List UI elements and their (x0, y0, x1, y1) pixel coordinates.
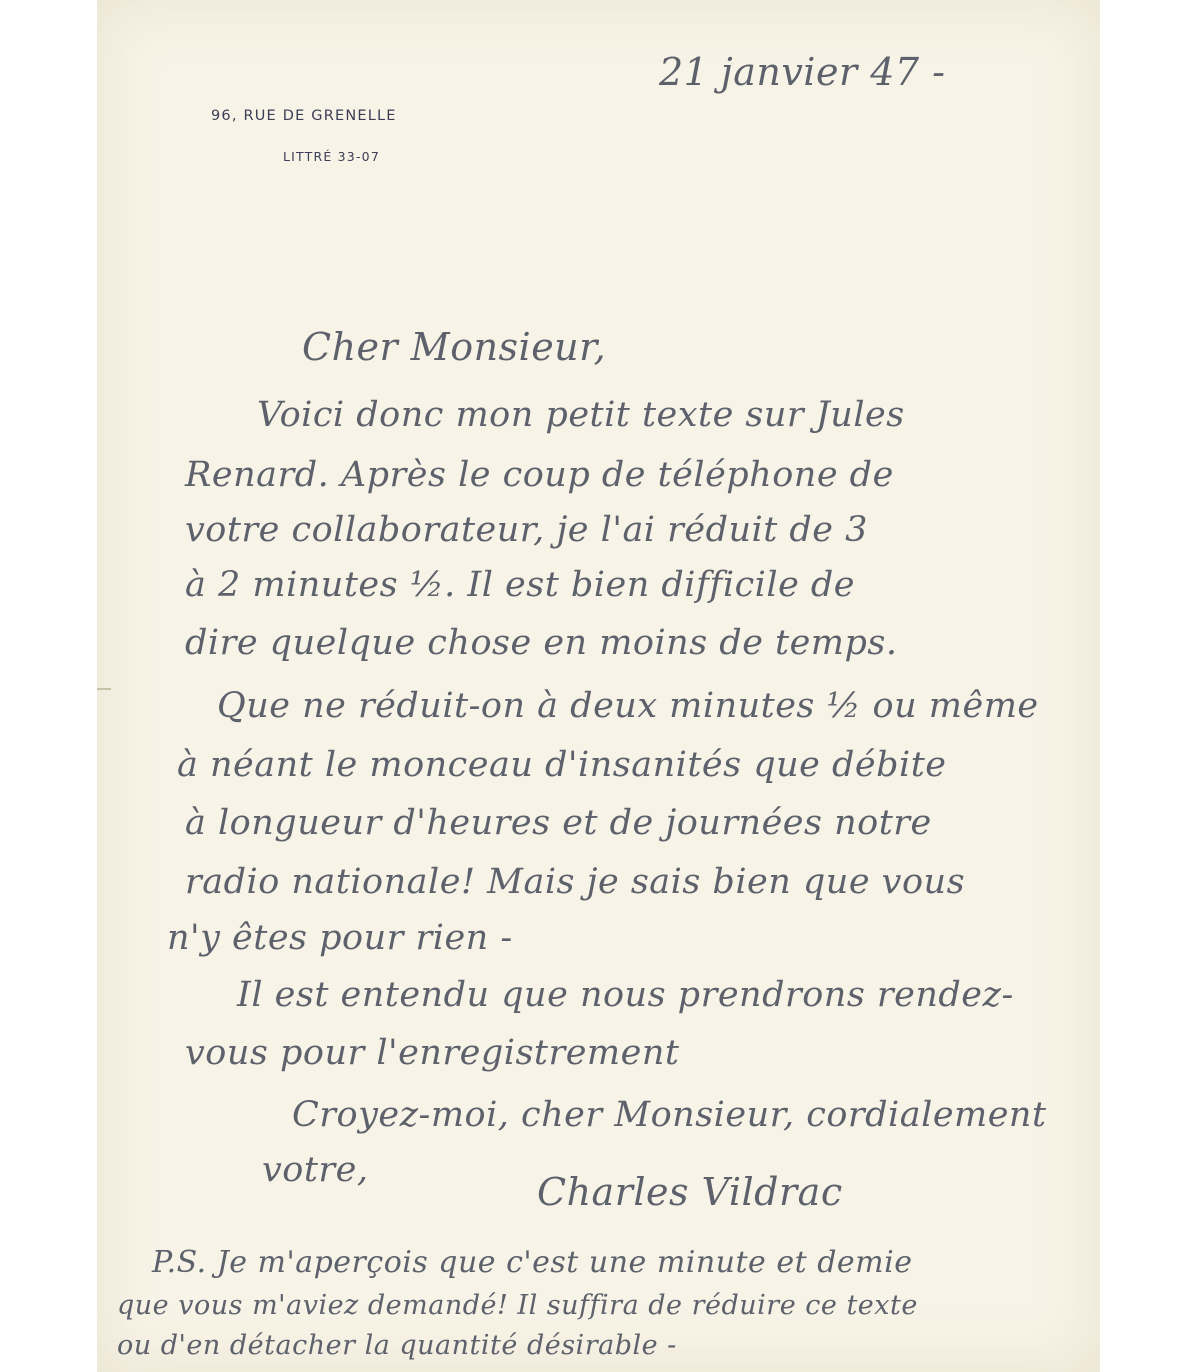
letterhead-phone: LITTRÉ 33-07 (283, 149, 380, 164)
salutation: Cher Monsieur, (302, 325, 607, 369)
closing-line: Croyez-moi, cher Monsieur, cordialement (292, 1095, 1047, 1135)
body-line: Il est entendu que nous prendrons rendez- (237, 975, 1014, 1015)
body-line: à 2 minutes ½. Il est bien difficile de (185, 565, 856, 605)
margin-fold-mark (97, 688, 111, 690)
body-line: à longueur d'heures et de journées notre (185, 803, 932, 843)
letter-date: 21 janvier 47 - (659, 50, 946, 94)
body-line: votre collaborateur, je l'ai réduit de 3 (185, 510, 868, 550)
body-line: Voici donc mon petit texte sur Jules (257, 395, 905, 435)
closing-line: votre, (262, 1150, 369, 1190)
body-line: radio nationale! Mais je sais bien que vous (185, 862, 966, 902)
postscript-line: P.S. Je m'aperçois que c'est une minute et demie (152, 1245, 913, 1280)
body-line: dire quelque chose en moins de temps. (185, 623, 898, 663)
body-line: vous pour l'enregistrement (185, 1033, 680, 1073)
body-line: à néant le monceau d'insanités que débite (177, 745, 947, 785)
signature: Charles Vildrac (537, 1170, 843, 1214)
letterhead-address: 96, RUE DE GRENELLE (211, 108, 397, 124)
body-line: Renard. Après le coup de téléphone de (185, 455, 894, 495)
body-line: Que ne réduit-on à deux minutes ½ ou même (217, 686, 1039, 726)
body-line: n'y êtes pour rien - (167, 918, 513, 958)
postscript-line: que vous m'aviez demandé! Il suffira de réduire ce texte (117, 1290, 918, 1321)
letter-sheet (97, 0, 1100, 1372)
postscript-line: ou d'en détacher la quantité désirable - (117, 1330, 677, 1361)
